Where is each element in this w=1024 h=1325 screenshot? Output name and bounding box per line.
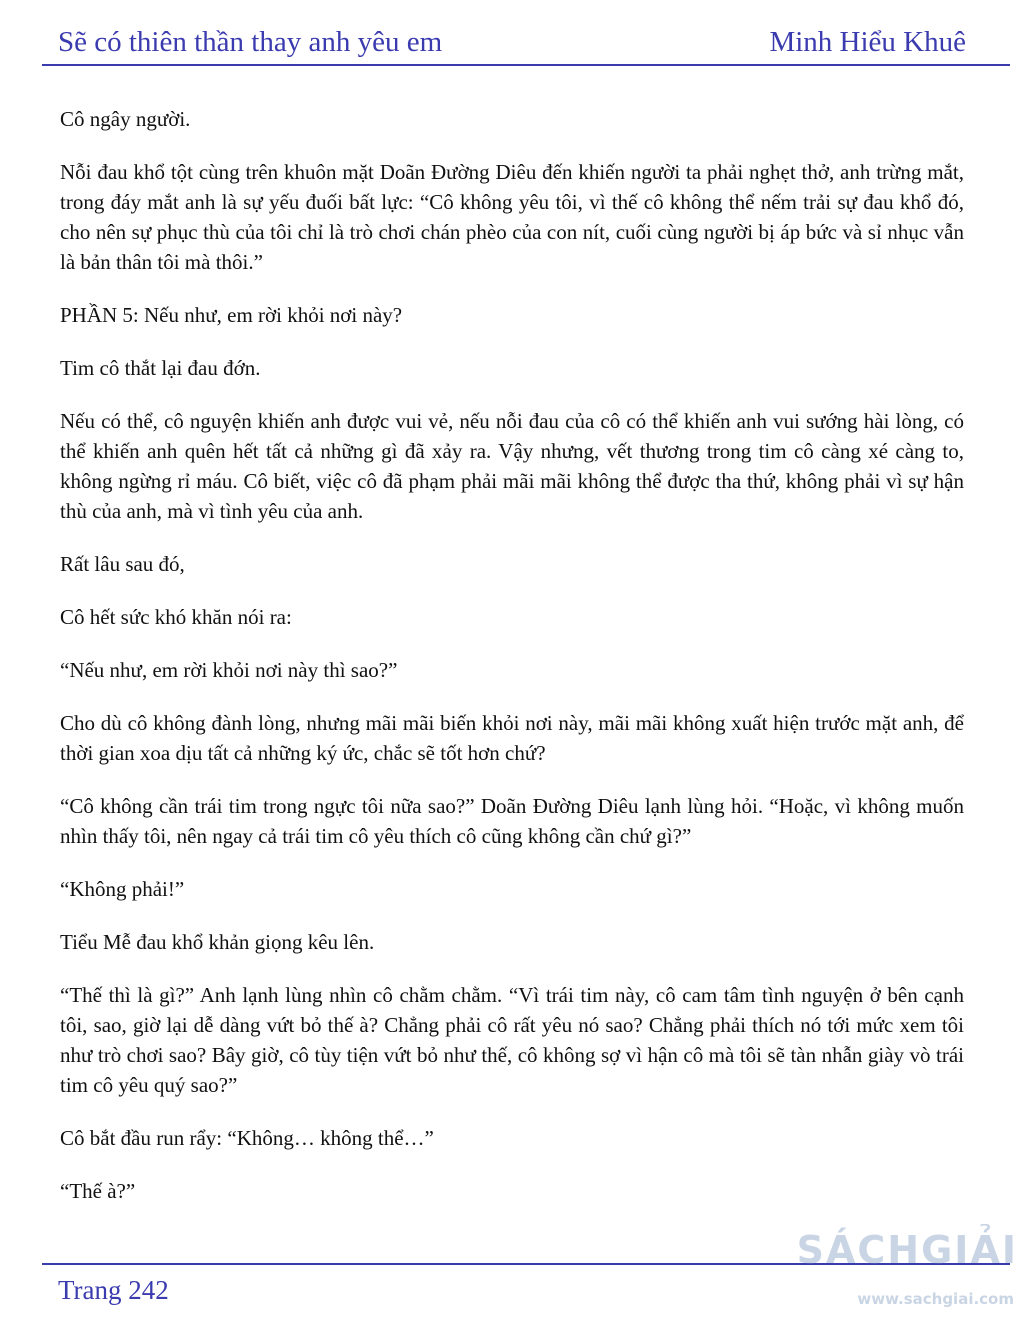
- paragraph-12: Tiểu Mễ đau khổ khản giọng kêu lên.: [60, 930, 375, 954]
- paragraph-15: “Thế à?”: [60, 1179, 136, 1203]
- author-name: Minh Hiểu Khuê: [769, 26, 966, 58]
- paragraph-5: Nếu có thể, cô nguyện khiến anh được vui vẻ, nếu nỗi đau của cô có thể khiến anh vui sướng hài lòng, có thể khiến anh quên hết tất cả những gì đã xảy ra. Vậy nhưng, vết thương trong tim cô càng xé càng to, không ngừng rỉ máu. Cô biết, việc cô đã phạm phải mãi mãi không thể được tha thứ, không phải vì sự hận thù của anh, mà vì tình yêu của anh.: [60, 409, 964, 523]
- watermark: [796, 1228, 1018, 1318]
- paragraph-8: “Nếu như, em rời khỏi nơi này thì sao?”: [60, 658, 398, 682]
- page-header: [0, 0, 1024, 70]
- page-number: Trang 242: [58, 1275, 169, 1305]
- paragraph-9: Cho dù cô không đành lòng, nhưng mãi mãi biến khỏi nơi này, mãi mãi không xuất hiện trước mặt anh, để thời gian xoa dịu tất cả những ký ức, chắc sẽ tốt hơn chứ?: [60, 711, 964, 765]
- paragraph-4: Tim cô thắt lại đau đớn.: [60, 356, 261, 380]
- paragraph-11: “Không phải!”: [60, 877, 185, 901]
- watermark-url: www.sachgiai.com: [857, 1290, 1014, 1308]
- header-divider: [42, 64, 1010, 66]
- paragraph-2: Nỗi đau khổ tột cùng trên khuôn mặt Doãn Đường Diêu đến khiến người ta phải nghẹt thở, anh trừng mắt, trong đáy mắt anh là sự yếu đuối bất lực: “Cô không yêu tôi, vì thế cô không thể nếm trải sự đau khổ đó, cho nên sự phục thù của tôi chỉ là trò chơi chán phèo của con nít, cuối cùng người bị áp bức và sỉ nhục vẫn là bản thân tôi mà thôi.”: [60, 160, 964, 274]
- paragraph-13: “Thế thì là gì?” Anh lạnh lùng nhìn cô chằm chằm. “Vì trái tim này, cô cam tâm tình nguyện ở bên cạnh tôi, sao, giờ lại dễ dàng vứt bỏ thế à? Chẳng phải cô rất yêu nó sao? Chẳng phải thích nó tới mức xem tôi như trò chơi sao? Bây giờ, cô tùy tiện vứt bỏ như thế, cô không sợ vì hận cô mà tôi sẽ tàn nhẫn giày vò trái tim cô yêu quý sao?”: [60, 983, 964, 1097]
- page-body: [60, 104, 964, 1229]
- section-heading: PHẦN 5: Nếu như, em rời khỏi nơi này?: [60, 303, 403, 327]
- paragraph-1: Cô ngây người.: [60, 107, 191, 131]
- book-title: Sẽ có thiên thần thay anh yêu em: [58, 26, 443, 58]
- paragraph-7: Cô hết sức khó khăn nói ra:: [60, 605, 292, 629]
- watermark-logo: SÁCHGIẢI: [796, 1228, 1018, 1272]
- paragraph-6: Rất lâu sau đó,: [60, 552, 185, 576]
- paragraph-10: “Cô không cần trái tim trong ngực tôi nữa sao?” Doãn Đường Diêu lạnh lùng hỏi. “Hoặc, vì không muốn nhìn thấy tôi, nên ngay cả trái tim cô yêu thích cô cũng không cần chứ gì?”: [60, 794, 964, 848]
- paragraph-14: Cô bắt đầu run rẩy: “Không… không thể…”: [60, 1126, 434, 1150]
